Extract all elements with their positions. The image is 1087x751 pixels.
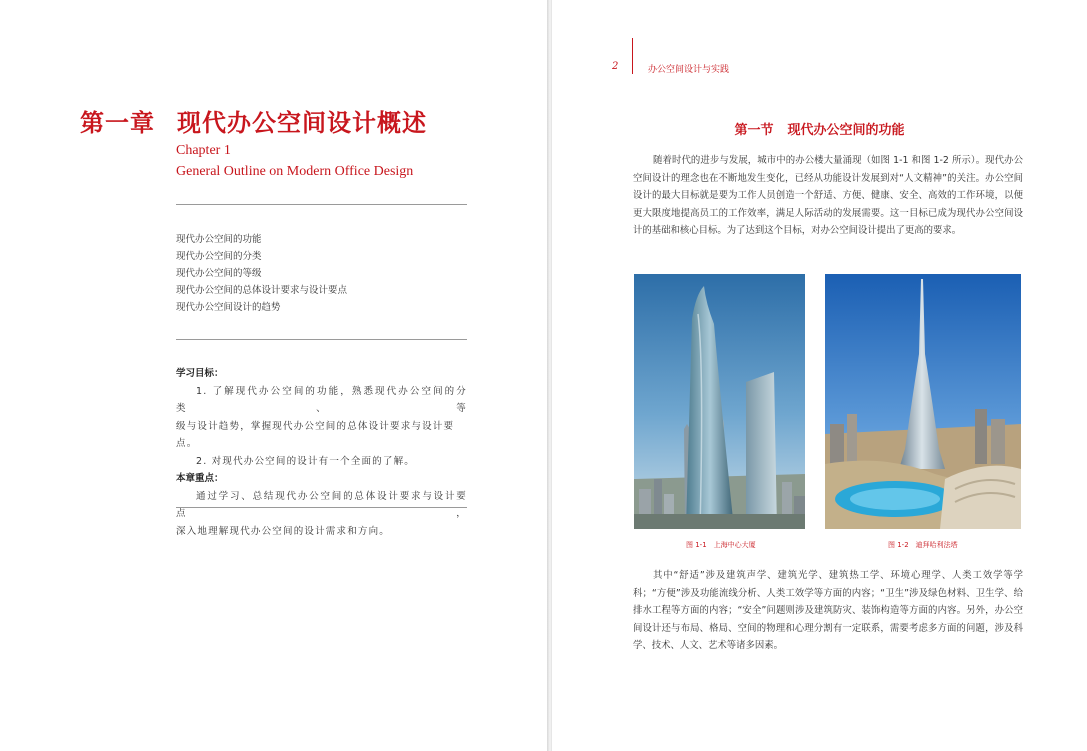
- divider-top: [176, 204, 467, 205]
- figure-2-image: [825, 274, 1021, 529]
- chapter-title: [80, 103, 427, 138]
- contents-item: 现代办公空间的功能: [176, 234, 262, 245]
- contents-item: 现代办公空间的等级: [176, 268, 262, 279]
- page-number: 2: [612, 61, 619, 72]
- goals-item-2: 2. 对现代办公空间的设计有一个全面的了解。: [196, 455, 415, 467]
- divider-middle: [176, 339, 467, 340]
- right-page: [552, 0, 1087, 751]
- body-paragraph-1: 随着时代的进步与发展，城市中的办公楼大量涌现（如图 1-1 和图 1-2 所示）。现代办公空间设计的理念也在不断地发生变化，已经从功能设计发展到对“人文精神”的关注。办公空间设计的最大目标就是要为工作人员创造一个舒适、方便、健康、安全、高效的工作环境，以便更大限度地提高员工的工作效率，满足人际活动的发展需要。这一目标已成为现代办公空间设计的基础和核心目标。为了达到这个目标，对办公空间设计提出了更高的要求。: [633, 155, 1023, 237]
- goals-item-1-line-1: 1. 了解现代办公空间的功能，熟悉现代办公空间的分类、等: [176, 385, 467, 414]
- focus-line-1: 通过学习、总结现代办公空间的总体设计要求与设计要点，: [176, 490, 467, 519]
- chapter-en-line1: Chapter 1: [176, 143, 231, 158]
- figure-1-caption: 图 1-1 上海中心大厦: [686, 541, 756, 549]
- contents-item: 现代办公空间的总体设计要求与设计要点: [176, 285, 348, 296]
- chapter-number: 第一章: [80, 108, 155, 137]
- chapter-contents-list: [176, 231, 347, 316]
- body-paragraph-2: 其中“舒适”涉及建筑声学、建筑光学、建筑热工学、环境心理学、人类工效学等学科；“方便”涉及功能流线分析、人类工效学等方面的内容；“卫生”涉及绿色材料、卫生学、给排水工程等方面的内容；“安全”问题则涉及建筑防灾、装饰构造等方面的内容。另外，办公空间设计还与布局、格局、空间的物理和心理分割有一定联系，需要考虑多方面的问题，涉及科学、技术、人文、艺术等诸多因素。: [633, 570, 1023, 652]
- contents-item: 现代办公空间设计的趋势: [176, 302, 281, 313]
- chapter-en-line2: General Outline on Modern Office Design: [176, 164, 414, 179]
- chapter-english-title: [176, 140, 413, 182]
- goals-heading: 学习目标：: [176, 368, 224, 379]
- figure-2-caption: 图 1-2 迪拜哈利法塔: [888, 541, 958, 549]
- contents-item: 现代办公空间的分类: [176, 251, 262, 262]
- section-title-text: 现代办公空间的功能: [787, 123, 905, 138]
- running-header-title: 办公空间设计与实践: [648, 65, 730, 75]
- learning-goals: [176, 365, 467, 540]
- goals-item-1-line-2: 级与设计趋势，掌握现代办公空间的总体设计要求与设计要点。: [176, 420, 455, 449]
- section-title: [552, 119, 1087, 138]
- focus-heading: 本章重点：: [176, 473, 224, 484]
- figure-1-image: [634, 274, 805, 529]
- chapter-title-text: 现代办公空间设计概述: [177, 108, 427, 137]
- divider-bottom: [176, 507, 467, 508]
- focus-line-2: 深入地理解现代办公空间的设计需求和方向。: [176, 525, 391, 537]
- section-number: 第一节: [734, 123, 774, 138]
- header-rule: [632, 38, 633, 74]
